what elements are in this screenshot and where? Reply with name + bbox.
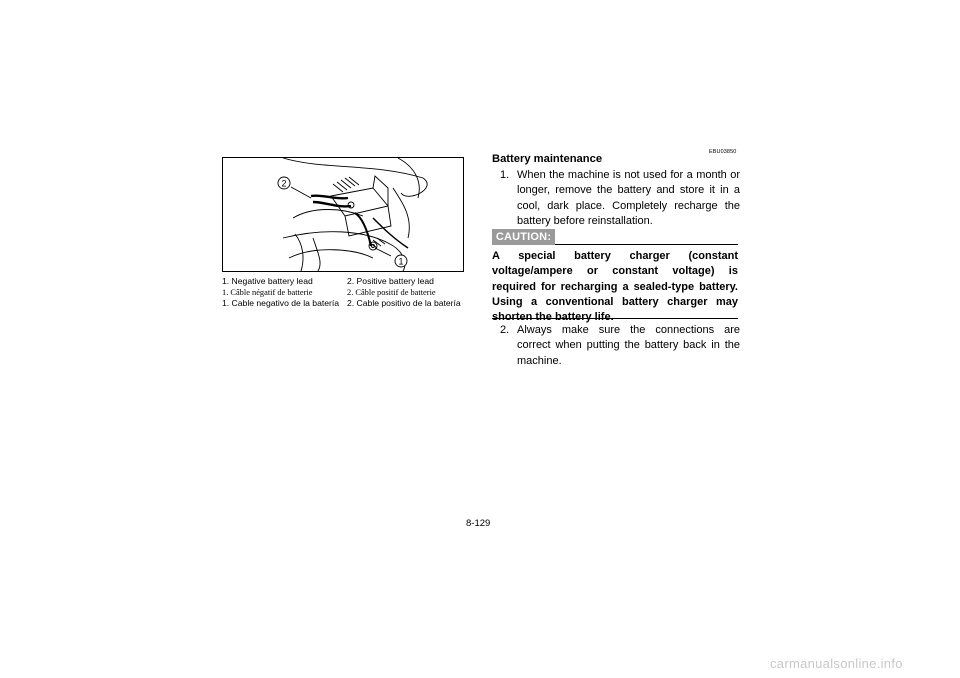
caution-bottom-rule	[492, 318, 738, 319]
caution-header	[492, 229, 738, 245]
figure-captions	[222, 276, 472, 309]
caption-negative-fr: 1. Câble négatif de batterie	[222, 288, 313, 297]
caution-badge: CAUTION:	[492, 229, 555, 245]
step-2-number: 2.	[500, 324, 510, 336]
caption-positive-en: 2. Positive battery lead	[347, 276, 434, 286]
section-code: EBU03850	[709, 149, 737, 155]
caption-row-english	[222, 276, 472, 287]
caption-negative-es: 1. Cable negativo de la batería	[222, 298, 340, 308]
caption-positive-fr: 2. Câble positif de batterie	[347, 288, 436, 297]
battery-drawing	[223, 158, 463, 271]
battery-illustration	[222, 157, 464, 272]
caption-negative-en: 1. Negative battery lead	[222, 276, 313, 286]
step-1-text: When the machine is not used for a month or longer, remove the battery and store it in a cool, dark place. Completely recharge the battery before reinstallation.	[517, 169, 740, 227]
callout-1-label: 1	[398, 256, 404, 267]
page-number: 8-129	[466, 518, 491, 529]
caution-top-rule	[555, 244, 738, 245]
watermark: carmanualsonline.info	[770, 656, 903, 671]
step-2-text: Always make sure the connections are correct when putting the battery back in the machine.	[517, 324, 740, 367]
caption-row-french	[222, 287, 472, 298]
caution-text: A special battery charger (constant voltage/ampere or constant voltage) is required for recharging a sealed-type battery. Using a conventional battery charger may shorten the battery life.	[492, 250, 738, 324]
section-heading: Battery maintenance	[492, 153, 603, 165]
callout-2-label: 2	[281, 178, 287, 189]
step-1-number: 1.	[500, 169, 510, 181]
step-2	[500, 323, 740, 371]
caption-row-spanish	[222, 298, 472, 309]
step-1	[500, 168, 740, 230]
caption-positive-es: 2. Cable positivo de la batería	[347, 298, 461, 308]
